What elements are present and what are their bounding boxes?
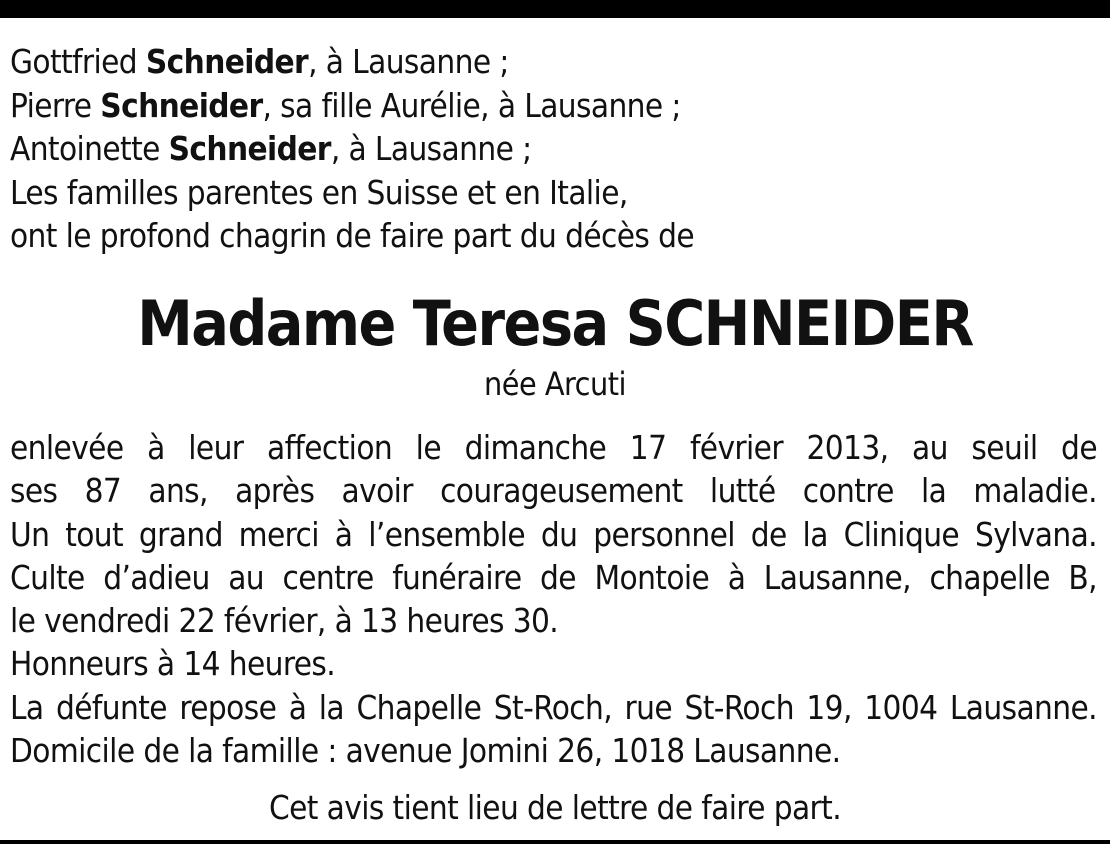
deceased-name: Madame Teresa SCHNEIDER [137, 287, 973, 360]
family-announcement [10, 40, 1100, 258]
body-line: Un tout grand merci à l’ensemble du personnel de la Clinique Sylvana. [10, 514, 1097, 554]
body-line: enlevée à leur affection le dimanche 17 février 2013, au seuil de [10, 428, 1097, 467]
closing-note: Cet avis tient lieu de lettre de faire part. [268, 788, 842, 827]
maiden-name: née Arcuti [484, 365, 626, 403]
surname: Schneider [168, 129, 331, 168]
body-line: le vendredi 22 février, à 13 heures 30. [10, 601, 559, 641]
deceased-block [0, 286, 1110, 406]
family-line-pierre: Pierre Schneider, sa fille Aurélie, à Lausanne ; [10, 85, 681, 125]
family-line-gottfried: Gottfried Schneider, à Lausanne ; [10, 42, 509, 81]
body-line: La défunte repose à la Chapelle St-Roch, rue St-Roch 19, 1004 Lausanne. [10, 687, 1097, 727]
body-line: Culte d’adieu au centre funéraire de Montoie à Lausanne, chapelle B, [10, 557, 1097, 597]
family-line-antoinette: Antoinette Schneider, à Lausanne ; [10, 129, 532, 168]
bottom-border-rule [0, 840, 1110, 844]
top-border-rule [0, 0, 1110, 18]
body-line: Domicile de la famille : avenue Jomini 26, 1018 Lausanne. [10, 731, 841, 771]
family-line-relatives: Les familles parentes en Suisse et en Italie, [10, 172, 628, 212]
family-line-announcement: ont le profond chagrin de faire part du décès de [10, 216, 695, 255]
body-line: Honneurs à 14 heures. [10, 644, 336, 684]
surname: Schneider [145, 42, 309, 81]
surname: Schneider [100, 85, 263, 125]
notice-body [10, 426, 1097, 772]
body-line: ses 87 ans, après avoir courageusement lutté contre la maladie. [10, 471, 1097, 511]
